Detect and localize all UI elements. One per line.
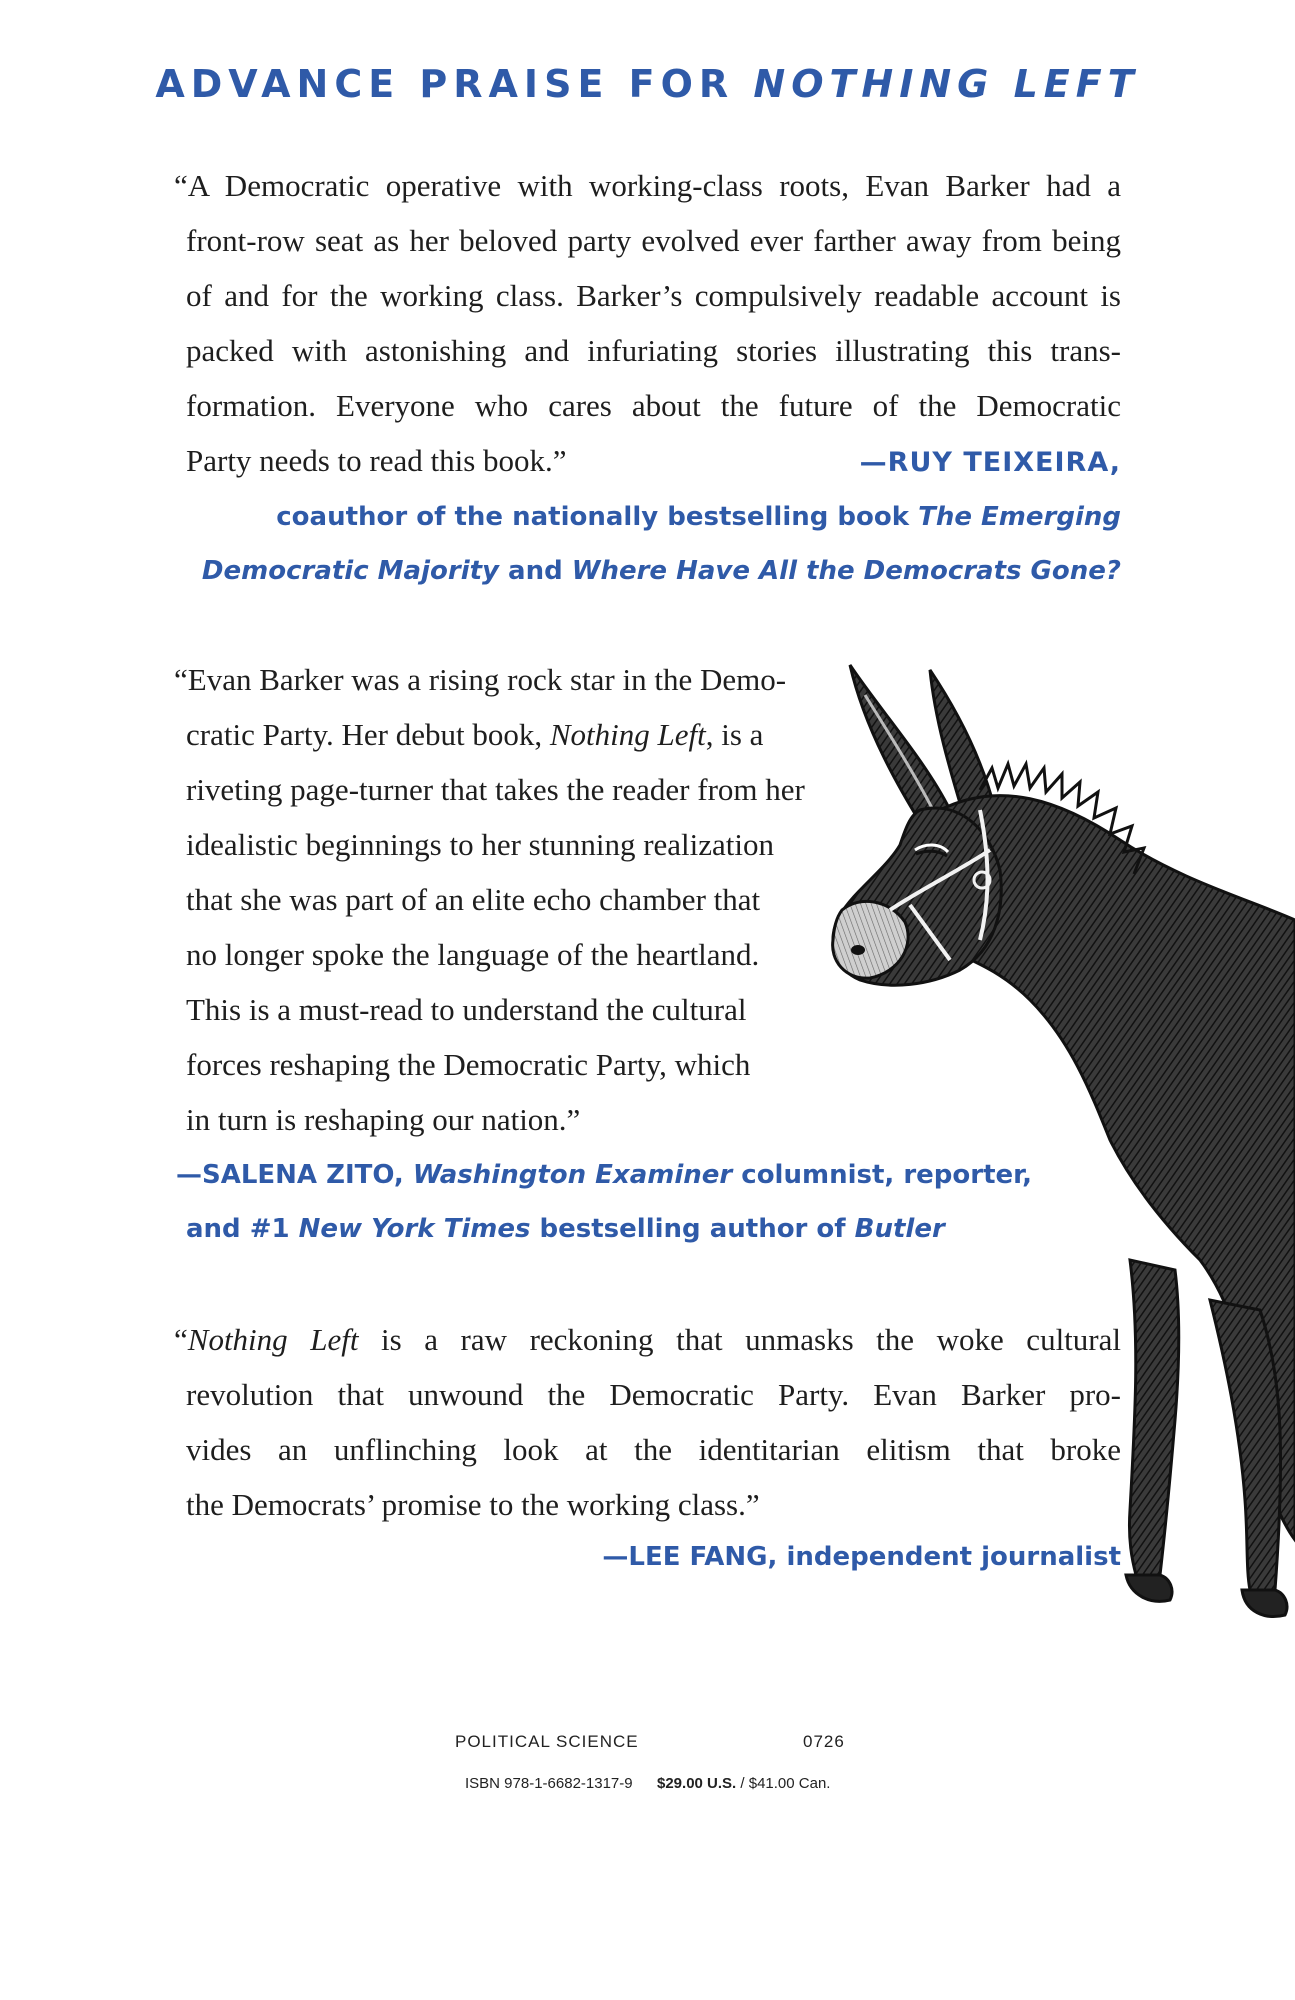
blurb-teixeira xyxy=(174,158,1121,490)
book-title: Where Have All the Democrats Gone? xyxy=(571,556,1121,586)
heading-prefix: ADVANCE PRAISE FOR xyxy=(155,62,754,106)
donkey-back-hoof xyxy=(1242,1590,1287,1616)
attribution-line xyxy=(202,544,1121,598)
attribution-teixeira xyxy=(202,490,1121,598)
attribution-name-teixeira: —RUY TEIXEIRA, xyxy=(859,447,1121,478)
donkey-front-leg xyxy=(1129,1260,1178,1575)
blurb-zito xyxy=(174,652,866,1147)
blurb3-text: “ xyxy=(174,1322,188,1357)
blurb1-line: front-row seat as her beloved party evolved ever farther away from being xyxy=(186,223,1121,258)
attribution-line xyxy=(202,490,1121,544)
donkey-illustration xyxy=(830,660,1295,1670)
blurb3-text: is a raw reckoning that unmasks the woke cultural xyxy=(358,1322,1121,1357)
praise-heading xyxy=(0,62,1295,106)
donkey-back-leg xyxy=(1210,1300,1281,1590)
category-label: POLITICAL SCIENCE xyxy=(455,1732,639,1751)
blurb2-line xyxy=(186,707,866,762)
price-can: $41.00 Can. xyxy=(748,1775,831,1792)
publication-title: New York Times xyxy=(298,1214,531,1244)
blurb1-line: packed with astonishing and infuriating stories illustrating this trans- xyxy=(186,333,1121,368)
price xyxy=(657,1775,830,1792)
blurb2-line: in turn is reshaping our nation.” xyxy=(186,1102,581,1137)
book-title: Nothing Left xyxy=(187,1322,359,1357)
blurb2-line: riveting page-turner that takes the reader from her xyxy=(186,772,805,807)
attribution-text: and #1 xyxy=(186,1214,299,1244)
book-title: Butler xyxy=(854,1214,945,1244)
blurb2-line: forces reshaping the Democratic Party, which xyxy=(186,1047,751,1082)
blurb1-line: formation. Everyone who cares about the future of the Democratic xyxy=(186,388,1121,423)
price-us: $29.00 U.S. xyxy=(657,1775,737,1792)
attribution-name: —SALENA ZITO, xyxy=(176,1160,413,1190)
book-title: Nothing Left xyxy=(549,717,706,752)
attribution-text: bestselling author of xyxy=(530,1214,855,1244)
blurb1-line: Party needs to read this book.” xyxy=(186,443,567,478)
blurb2-line: that she was part of an elite echo chamber that xyxy=(186,882,761,917)
donkey-front-hoof xyxy=(1126,1575,1172,1601)
blurb2-line: no longer spoke the language of the heartland. xyxy=(186,937,760,972)
blurb3-line: vides an unflinching look at the identitarian elitism that broke xyxy=(186,1432,1121,1467)
blurb2-line: idealistic beginnings to her stunning realization xyxy=(186,827,775,862)
book-title: Democratic Majority xyxy=(201,556,499,586)
blurb1-line: of and for the working class. Barker’s compulsively readable account is xyxy=(186,278,1121,313)
isbn: ISBN 978-1-6682-1317-9 xyxy=(465,1775,633,1792)
publication-title: Washington Examiner xyxy=(412,1160,733,1190)
blurb1-line: “A Democratic operative with working-class roots, Evan Barker had a xyxy=(174,168,1121,203)
price-separator: / xyxy=(736,1775,749,1792)
attribution-text: and xyxy=(498,556,572,586)
attribution-text: coauthor of the nationally bestselling book xyxy=(276,502,919,532)
category-code: 0726 xyxy=(803,1732,845,1751)
blurb2-line: This is a must-read to understand the cultural xyxy=(186,992,747,1027)
heading-book-title: NOTHING LEFT xyxy=(753,62,1140,106)
blurb1-last-line xyxy=(186,433,1121,490)
book-title: The Emerging xyxy=(918,502,1121,532)
blurb2-line: “Evan Barker was a rising rock star in the Demo- xyxy=(174,662,787,697)
blurb3-line: revolution that unwound the Democratic Party. Evan Barker pro- xyxy=(186,1377,1121,1412)
attribution-fang: —LEE FANG, independent journalist xyxy=(602,1542,1121,1572)
attribution-text: columnist, reporter, xyxy=(732,1160,1033,1190)
blurb2-text: cratic Party. Her debut book, xyxy=(186,717,550,752)
blurb2-text: , is a xyxy=(705,717,764,752)
blurb3-line: the Democrats’ promise to the working class.” xyxy=(186,1487,760,1522)
